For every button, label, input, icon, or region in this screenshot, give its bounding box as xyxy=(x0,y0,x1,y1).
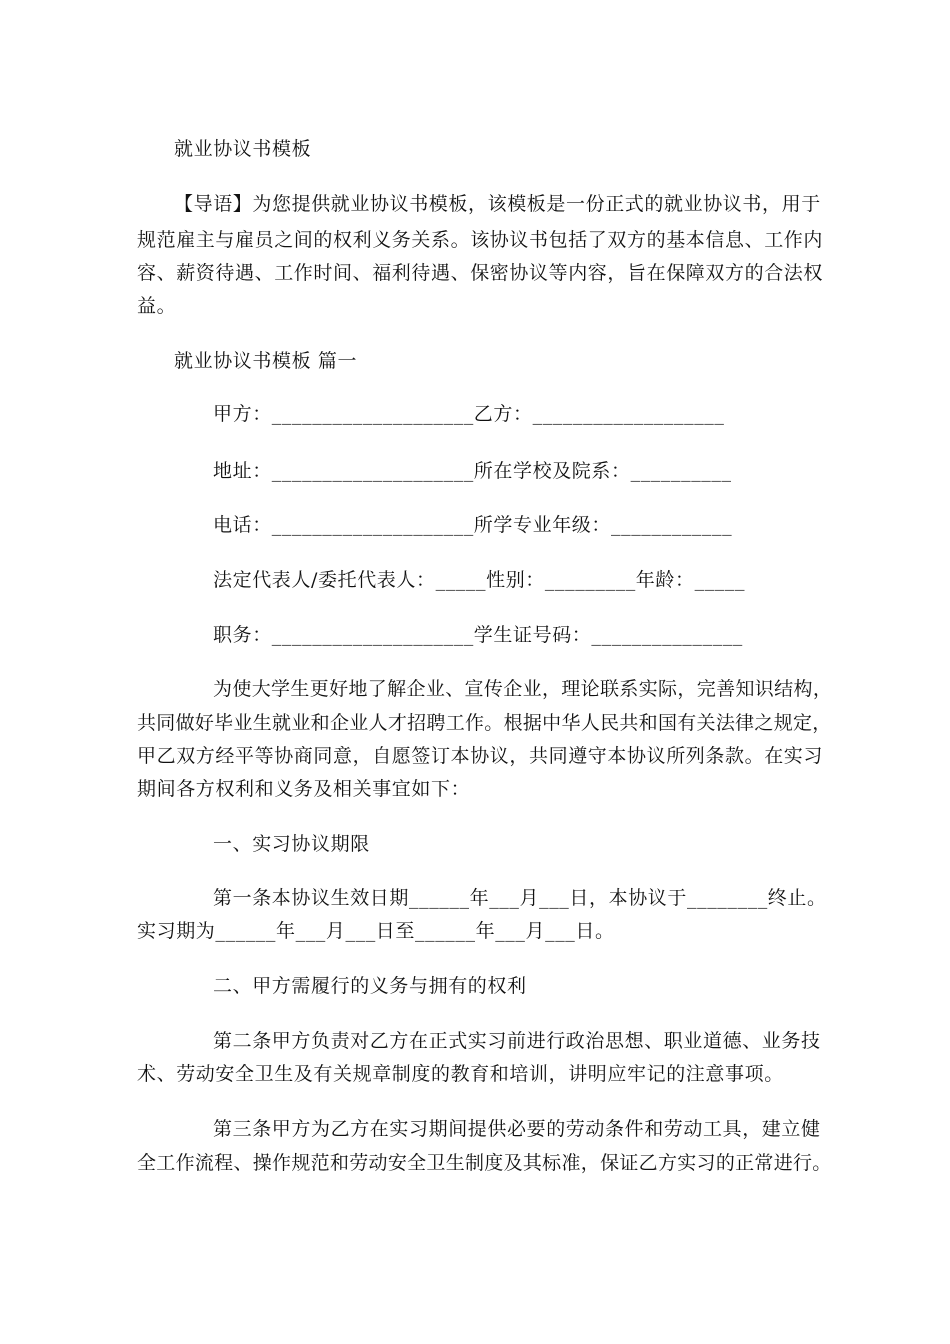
intro-line-3: 容、薪资待遇、工作时间、福利待遇、保密协议等内容，旨在保障双方的合法权 xyxy=(137,262,824,284)
intro-line-2: 规范雇主与雇员之间的权利义务关系。该协议书包括了双方的基本信息、工作内 xyxy=(137,229,824,251)
form-line-party: 甲方：____________________乙方：___________________ xyxy=(213,403,725,425)
heading-term: 一、实习协议期限 xyxy=(213,833,370,855)
form-line-phone: 电话：____________________所学专业年级：____________ xyxy=(213,514,733,536)
preamble-line-3: 甲乙双方经平等协商同意，自愿签订本协议，共同遵守本协议所列条款。在实习 xyxy=(137,745,824,767)
article3-line-2: 全工作流程、操作规范和劳动安全卫生制度及其标准，保证乙方实习的正常进行。 xyxy=(137,1152,832,1174)
article1-line-2: 实习期为______年___月___日至______年___月___日。 xyxy=(137,920,615,942)
article3-line-1: 第三条甲方为乙方在实习期间提供必要的劳动条件和劳动工具，建立健 xyxy=(213,1118,821,1140)
form-line-position: 职务：____________________学生证号码：_______________ xyxy=(213,624,743,646)
article2-line-2: 术、劳动安全卫生及有关规章制度的教育和培训，讲明应牢记的注意事项。 xyxy=(137,1063,784,1085)
intro-line-4: 益。 xyxy=(137,295,177,317)
article2-line-1: 第二条甲方负责对乙方在正式实习前进行政治思想、职业道德、业务技 xyxy=(213,1030,821,1052)
preamble-line-2: 共同做好毕业生就业和企业人才招聘工作。根据中华人民共和国有关法律之规定， xyxy=(137,712,832,734)
heading-party-a-duties: 二、甲方需履行的义务与拥有的权利 xyxy=(213,975,527,997)
article1-line-1: 第一条本协议生效日期______年___月___日，本协议于________终止。 xyxy=(213,887,827,909)
form-line-address: 地址：____________________所在学校及院系：__________ xyxy=(213,460,732,482)
intro-line-1: 【导语】为您提供就业协议书模板，该模板是一份正式的就业协议书，用于 xyxy=(174,193,821,215)
preamble-line-1: 为使大学生更好地了解企业、宣传企业，理论联系实际，完善知识结构， xyxy=(213,678,833,700)
form-line-representative: 法定代表人/委托代表人：_____性别：_________年龄：_____ xyxy=(213,569,746,591)
section-title: 就业协议书模板 篇一 xyxy=(174,350,358,372)
document-title: 就业协议书模板 xyxy=(174,138,312,160)
preamble-line-4: 期间各方权利和义务及相关事宜如下： xyxy=(137,778,471,800)
